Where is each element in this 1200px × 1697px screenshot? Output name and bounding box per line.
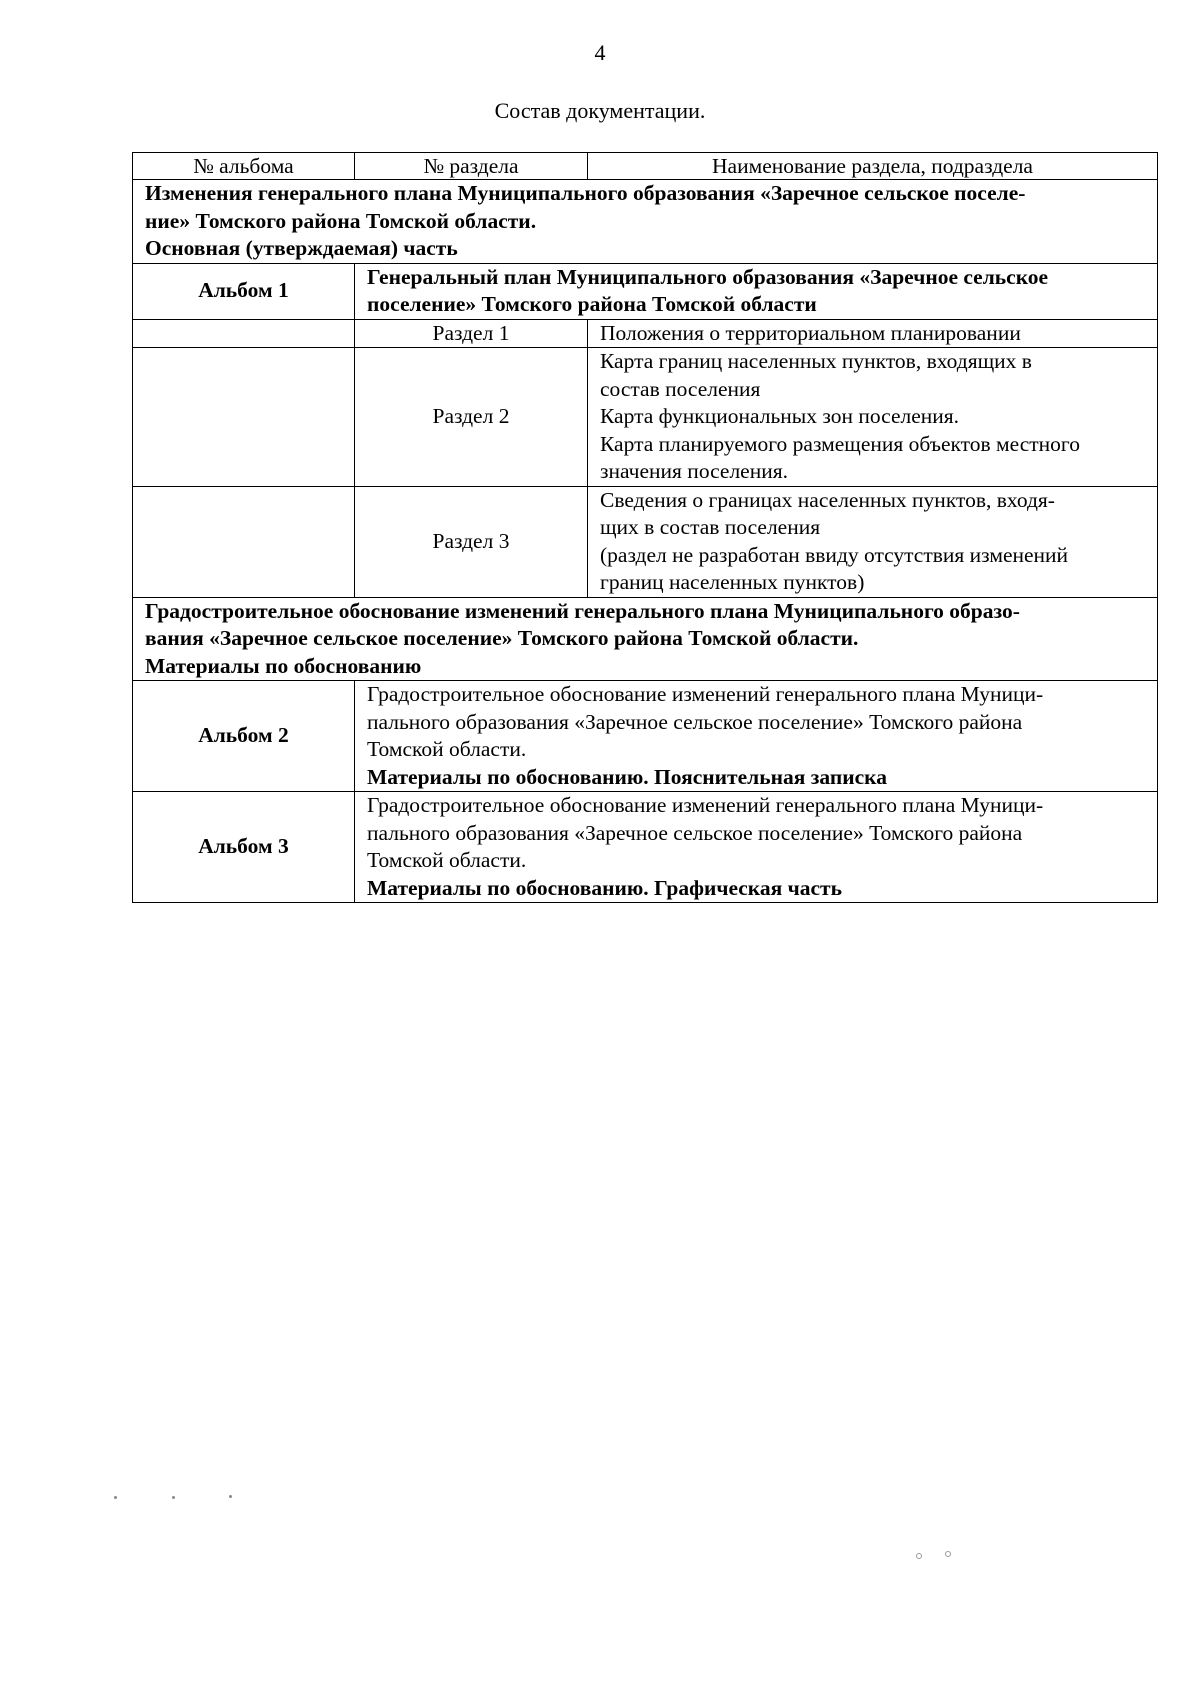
album-3-label: Альбом 3 xyxy=(133,792,355,903)
scan-speck xyxy=(916,1553,922,1559)
empty-cell xyxy=(133,319,355,348)
header-album: № альбома xyxy=(133,153,355,180)
table-row xyxy=(133,681,1158,792)
table-row xyxy=(133,319,1158,348)
razdel-2-label: Раздел 2 xyxy=(355,348,588,487)
document-title: Состав документации. xyxy=(494,98,706,123)
razdel-1-text: Положения о территориальном планировании xyxy=(588,319,1158,348)
album-name-bold-line: Материалы по обоснованию. Пояснительная записка xyxy=(367,764,887,789)
scan-speck xyxy=(172,1496,175,1499)
table-row xyxy=(133,792,1158,903)
razdel-text-line: значения поселения. xyxy=(600,459,788,483)
album-name-line: поселение» Томского района Томской области xyxy=(367,292,817,316)
album-1-label: Альбом 1 xyxy=(133,263,355,319)
razdel-text-line: щих в состав поселения xyxy=(600,515,821,539)
header-section-name: Наименование раздела, подраздела xyxy=(588,153,1158,180)
album-name-line: Генеральный план Муниципального образования «Заречное сельское xyxy=(367,264,1049,289)
album-1-name xyxy=(355,263,1158,319)
razdel-3-label: Раздел 3 xyxy=(355,486,588,597)
empty-cell xyxy=(133,348,355,487)
razdel-text-line: Карта функциональных зон поселения. xyxy=(600,404,960,428)
section-heading-justification xyxy=(133,597,1158,681)
album-name-line: Томской области. xyxy=(367,848,527,872)
razdel-text-line: Карта границ населенных пунктов, входящих в xyxy=(600,349,1032,373)
album-2-label: Альбом 2 xyxy=(133,681,355,792)
section-heading-line: Основная (утверждаемая) часть xyxy=(145,236,458,260)
razdel-2-text xyxy=(588,348,1158,487)
razdel-text-line: границ населенных пунктов) xyxy=(600,570,865,594)
empty-cell xyxy=(133,486,355,597)
album-name-bold-line: Материалы по обоснованию. Графическая часть xyxy=(367,875,842,900)
section-heading-row xyxy=(133,597,1158,681)
section-heading-main xyxy=(133,180,1158,264)
scan-speck xyxy=(229,1495,232,1498)
album-3-name xyxy=(355,792,1158,903)
album-name-line: пального образования «Заречное сельское поселение» Томского района xyxy=(367,820,1023,845)
section-heading-row xyxy=(133,180,1158,264)
table-row xyxy=(133,348,1158,487)
section-heading-line: вания «Заречное сельское поселение» Томского района Томской области. xyxy=(145,626,859,650)
album-name-line: Градостроительное обоснование изменений генерального плана Муници- xyxy=(367,793,1044,817)
album-name-line: пального образования «Заречное сельское поселение» Томского района xyxy=(367,709,1023,734)
section-heading-line: Градостроительное обоснование изменений генерального плана Муниципального образо- xyxy=(145,598,1020,623)
page-number: 4 xyxy=(594,40,606,65)
table-row xyxy=(133,486,1158,597)
section-heading-line: ние» Томского района Томской области. xyxy=(145,208,537,233)
documentation-table xyxy=(132,152,1158,903)
album-2-name xyxy=(355,681,1158,792)
razdel-1-label: Раздел 1 xyxy=(355,319,588,348)
razdel-text-line: Сведения о границах населенных пунктов, входя- xyxy=(600,487,1055,512)
scan-speck xyxy=(114,1496,117,1499)
header-section-number: № раздела xyxy=(355,153,588,180)
section-heading-line: Материалы по обоснованию xyxy=(145,653,422,678)
razdel-3-text xyxy=(588,486,1158,597)
table-header-row xyxy=(133,153,1158,180)
section-heading-line: Изменения генерального плана Муниципального образования «Заречное сельское поселе- xyxy=(145,181,1026,205)
razdel-text-line: состав поселения xyxy=(600,376,761,401)
razdel-text-line: Карта планируемого размещения объектов местного xyxy=(600,431,1080,456)
scan-speck xyxy=(945,1551,951,1557)
album-name-line: Томской области. xyxy=(367,737,527,761)
album-name-line: Градостроительное обоснование изменений генерального плана Муници- xyxy=(367,682,1044,706)
razdel-text-line: (раздел не разработан ввиду отсутствия изменений xyxy=(600,542,1069,567)
table-row xyxy=(133,263,1158,319)
